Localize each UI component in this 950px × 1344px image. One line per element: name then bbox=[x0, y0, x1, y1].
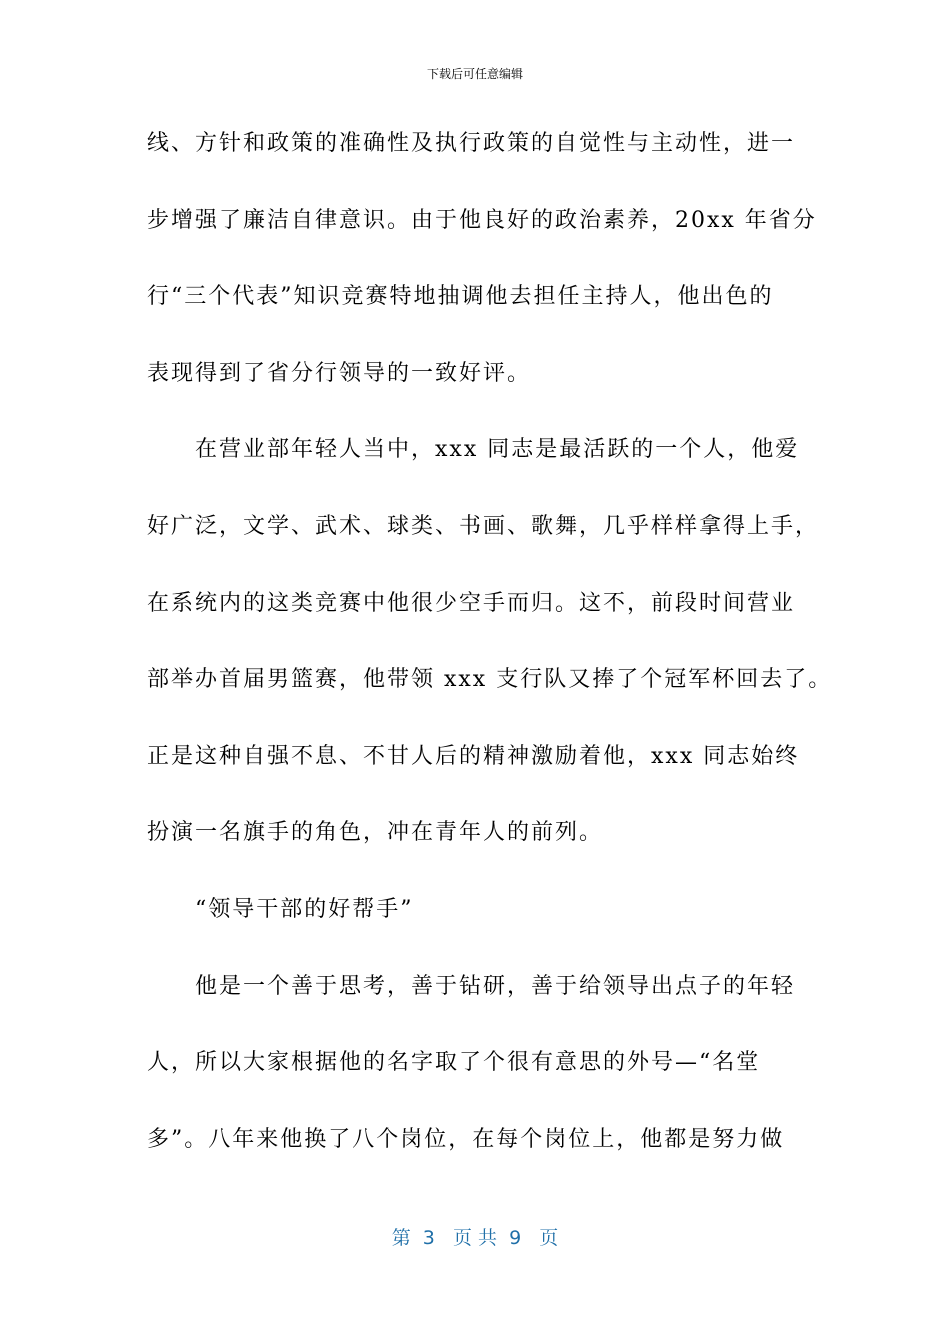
paragraph-line: 部举办首届男篮赛，他带领 xxx 支行队又捧了个冠军杯回去了。 bbox=[147, 667, 833, 693]
document-body bbox=[147, 118, 833, 1190]
paragraph-line: 表现得到了省分行领导的一致好评。 bbox=[147, 360, 532, 386]
page-header: 下载后可任意编辑 bbox=[426, 67, 523, 81]
paragraph-line: 行“三个代表”知识竞赛特地抽调他去担任主持人，他出色的 bbox=[147, 284, 774, 310]
section-heading: “领导干部的好帮手” bbox=[195, 896, 414, 922]
paragraph-line: 他是一个善于思考，善于钻研，善于给领导出点子的年轻 bbox=[195, 973, 796, 999]
paragraph-line: 扮演一名旗手的角色，冲在青年人的前列。 bbox=[147, 820, 604, 846]
paragraph-line: 在系统内的这类竞赛中他很少空手而归。这不，前段时间营业 bbox=[147, 590, 796, 616]
paragraph-line: 多”。八年来他换了八个岗位，在每个岗位上，他都是努力做 bbox=[147, 1126, 785, 1152]
paragraph-line: 线、方针和政策的准确性及执行政策的自觉性与主动性，进一 bbox=[147, 131, 796, 156]
paragraph-line: 好广泛，文学、武术、球类、书画、歌舞，几乎样样拿得上手， bbox=[147, 513, 820, 539]
paragraph-line: 在营业部年轻人当中，xxx 同志是最活跃的一个人，他爱 bbox=[195, 437, 800, 463]
paragraph-line: 人，所以大家根据他的名字取了个很有意思的外号—“名堂 bbox=[147, 1050, 761, 1076]
paragraph-line: 步增强了廉洁自律意识。由于他良好的政治素养，20xx 年省分 bbox=[147, 207, 817, 233]
page-number: 第 3 页 共 9 页 bbox=[391, 1227, 559, 1249]
paragraph-line: 正是这种自强不息、不甘人后的精神激励着他，xxx 同志始终 bbox=[147, 743, 800, 769]
